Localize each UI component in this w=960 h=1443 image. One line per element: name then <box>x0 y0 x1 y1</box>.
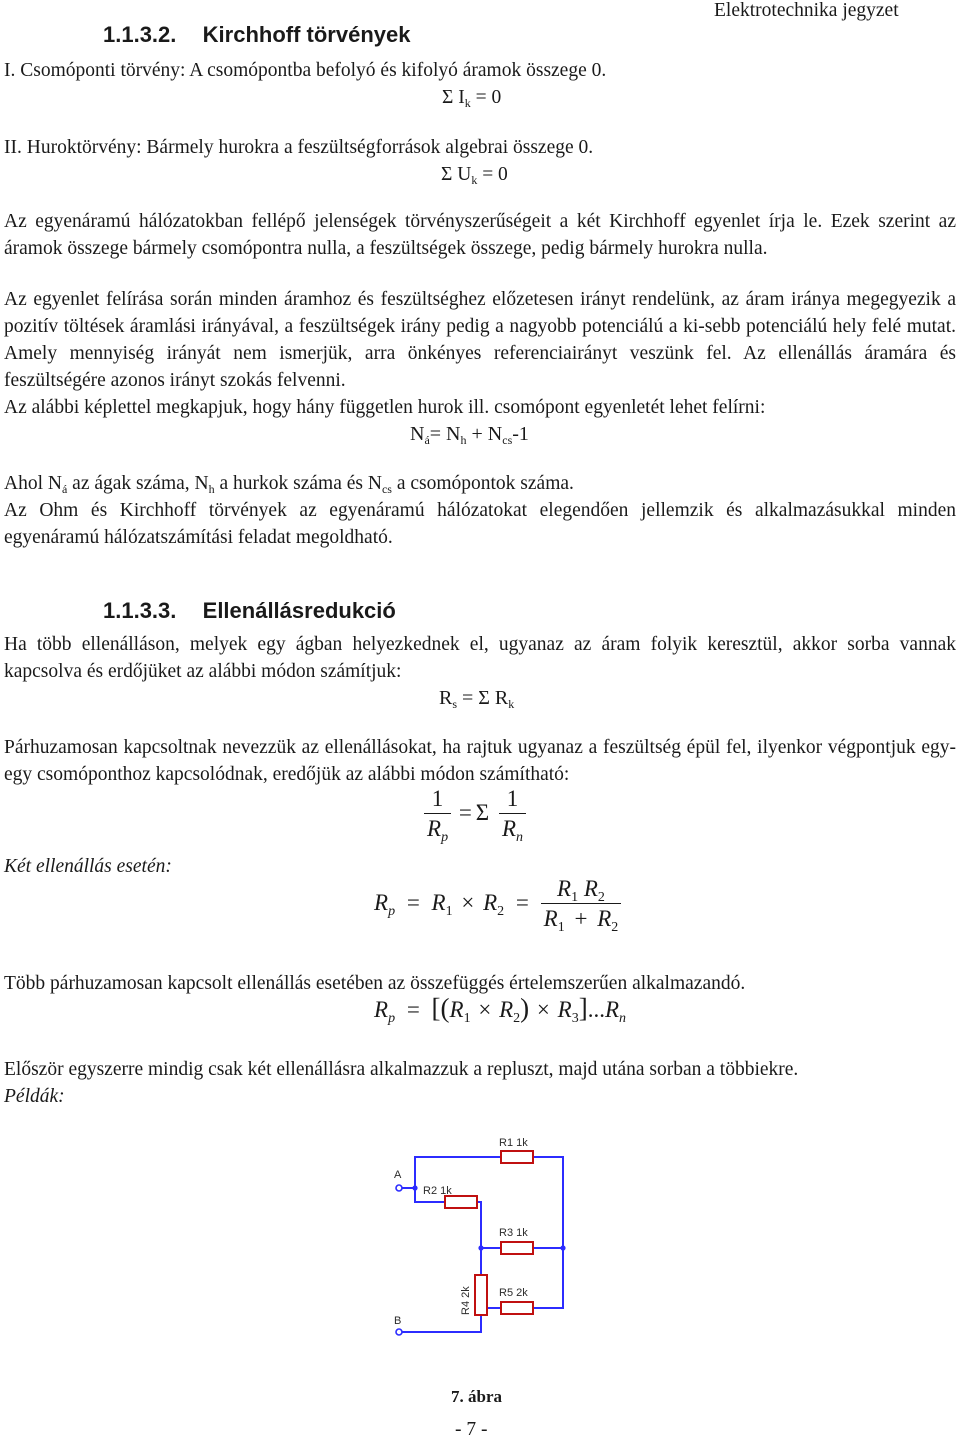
paragraph-ohm-kirchhoff: Az Ohm és Kirchhoff törvények az egyenáramú hálózatokat elegendően jellemzik és alkalmazásukkal minden egyenáramú hálózatszámítási feladat megoldható. <box>4 500 956 548</box>
resistor-r2 <box>445 1196 477 1208</box>
label-r4: R4 2k <box>460 1286 472 1315</box>
section-title: Kirchhoff törvények <box>202 22 411 47</box>
paragraph-reference-directions: Az egyenlet felírása során minden áramhoz és feszültséghez előzetesen irányt rendelünk, az áram iránya megegyezik a pozitív töltések áramlási irányával, a feszültségek irány pedig a nagyobb potenciálú a ki-sebb potenciálú hely felé mutat. Amely mennyiség irányát nem ismerjük, arra önkényes referenciairányt veszünk fel. Az ellenállás áramára és feszültségére azonos irányt szokás felvenni. <box>4 289 956 391</box>
node-count-formula: $N_á= N_h + N_{cs}-1$ <box>410 423 529 447</box>
label-r1: R1 1k <box>499 1137 528 1149</box>
examples-label: Példák: <box>4 1086 65 1107</box>
label-r5: R5 2k <box>499 1287 528 1299</box>
resistor-r5 <box>501 1302 533 1314</box>
law2-text: II. Huroktörvény: Bármely hurokra a feszültségforrások algebrai összege 0. <box>4 137 594 158</box>
paragraph-independent-equations: Az alábbi képlettel megkapjuk, hogy hány független hurok ill. csomópont egyenletét lehet felírni: <box>4 397 766 418</box>
paragraph-replusz-order: Először egyszerre mindig csak két ellenállásra alkalmazzuk a repluszt, majd utána sorban a többiekre. <box>4 1059 799 1080</box>
resistor-r4 <box>475 1275 487 1315</box>
two-resistor-formula: $R_p = R_1 \times R_2$ = $\frac{R_1 R_2}{R_1 + R_2}$ <box>374 875 621 934</box>
page-number: - 7 - <box>455 1419 488 1440</box>
resistor-r1 <box>501 1151 533 1163</box>
circuit-terminals <box>396 1185 402 1335</box>
two-resistors-label: Két ellenállás esetén: <box>4 856 172 877</box>
node-count-explanation: Ahol $N_á$ az ágak száma, $N_h$ a hurkok száma és $N_{cs}$ a csomópontok száma. <box>4 473 574 496</box>
fraction-one-over-rn: $\frac{1}{R_n}$ <box>499 785 526 844</box>
resistor-r3 <box>501 1242 533 1254</box>
paragraph-multiple-parallel: Több párhuzamosan kapcsolt ellenállás esetében az összefüggés értelemszerűen alkalmazandó. <box>4 973 746 994</box>
paragraph-kirchhoff-intro: Az egyenáramú hálózatokban fellépő jelenségek törvényszerűségeit a két Kirchhoff egyenlet írja le. Ezek szerint az áramok összege bármely csomópontra nulla, a feszültségek összege, pedig bármely hurokra nulla. <box>4 211 956 259</box>
label-node-b: B <box>394 1315 402 1327</box>
section-number: 1.1.3.2. <box>103 22 177 47</box>
label-r3: R3 1k <box>499 1227 528 1239</box>
series-formula: $R_s = \Sigma$ $R_k$ <box>439 687 515 711</box>
fraction-product-over-sum: $\frac{R_1 R_2}{R_1 + R_2}$ <box>541 875 622 934</box>
law1-text: I. Csomóponti törvény: A csomópontba befolyó és kifolyó áramok összege 0. <box>4 60 607 81</box>
law1-formula: Σ $I_k = 0$ <box>442 87 502 110</box>
label-node-a: A <box>394 1169 402 1181</box>
circuit-diagram <box>385 1130 585 1360</box>
parallel-formula: $\frac{1}{R_p}$ = Σ $\frac{1}{R_n}$ <box>424 785 526 844</box>
paragraph-parallel: Párhuzamosan kapcsoltnak nevezzük az ellenállásokat, ha rajtuk ugyanaz a feszültség épül fel, ilyenkor végpontjuk egy-egy csomóponthoz kapcsolódnak, eredőjük az alábbi módon számítható: <box>4 737 956 785</box>
label-r2: R2 1k <box>423 1185 452 1197</box>
paragraph-series: Ha több ellenálláson, melyek egy ágban helyezkednek el, ugyanaz az áram folyik keresztül, akkor sorba vannak kapcsolva és erdőjüket az alábbi módon számítjuk: <box>4 634 956 682</box>
figure-caption: 7. ábra <box>451 1387 502 1406</box>
fraction-one-over-rp: $\frac{1}{R_p}$ <box>424 785 451 844</box>
section-number: 1.1.3.3. <box>103 598 177 623</box>
section-heading-resistance-reduction <box>103 597 396 624</box>
multi-resistor-formula: $R_p = [(R_1 \times R_2) \times R_3]...R_n$ <box>374 993 626 1026</box>
running-title: Elektrotechnika jegyzet <box>714 0 899 21</box>
section-heading-kirchhoff <box>103 21 410 48</box>
law2-formula: Σ $U_k = 0$ <box>441 164 508 187</box>
section-title: Ellenállásredukció <box>202 598 396 623</box>
